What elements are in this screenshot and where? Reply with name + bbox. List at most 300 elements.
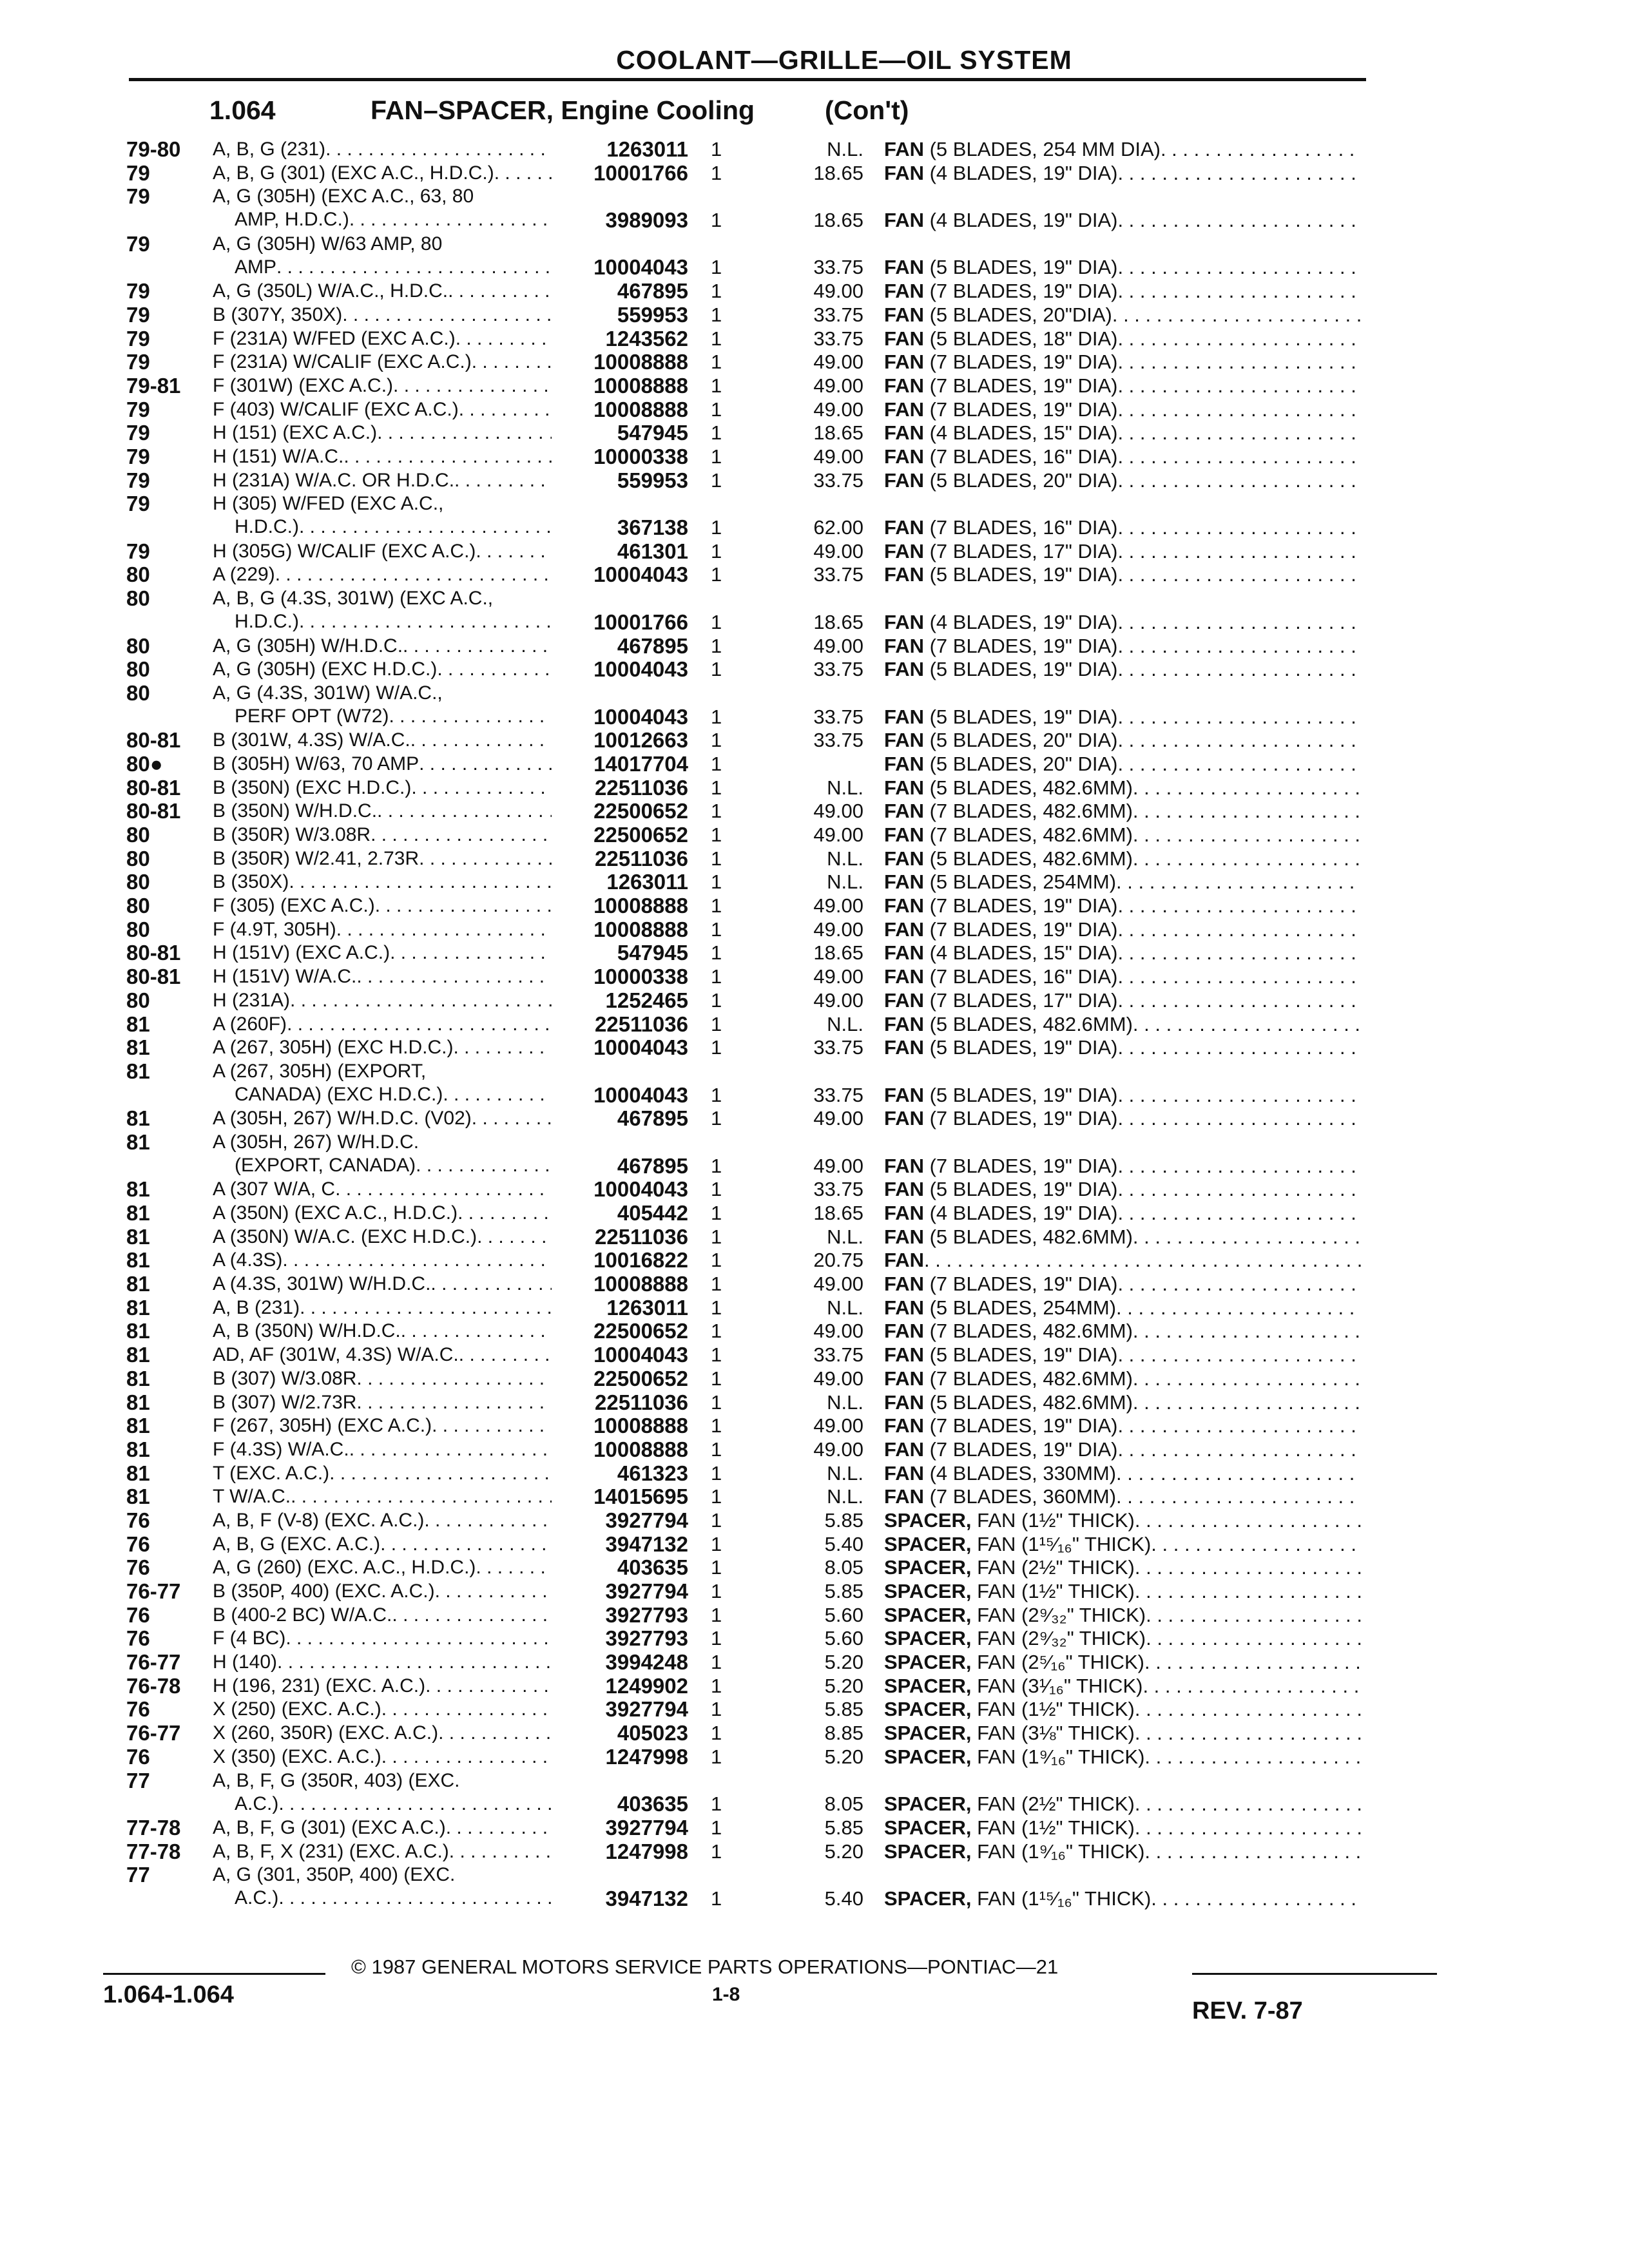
description-detail: FAN (1½" THICK) — [971, 1580, 1135, 1603]
application-line: H (305G) W/CALIF (EXC A.C.) — [213, 540, 476, 562]
description-item: SPACER, — [884, 1840, 972, 1863]
model-year: 81 — [126, 1295, 150, 1320]
description-item: FAN — [884, 256, 924, 279]
description — [884, 1509, 1361, 1532]
model-year: 79-80 — [126, 137, 181, 161]
description — [884, 540, 1361, 563]
page-footer — [103, 1956, 1392, 2046]
dot-leader — [1117, 540, 1361, 563]
description — [884, 1391, 1361, 1414]
application-line: A (267, 305H) (EXPORT, — [213, 1060, 427, 1082]
price: 49.00 — [813, 1273, 863, 1296]
table-row — [0, 351, 1629, 374]
dot-leader — [1117, 256, 1361, 279]
quantity: 1 — [711, 1083, 722, 1106]
price: 49.00 — [813, 351, 863, 374]
model-year: 76 — [126, 1555, 150, 1580]
description-detail: FAN (1½" THICK) — [971, 1816, 1135, 1839]
application — [213, 398, 552, 421]
dot-leader — [1133, 1367, 1361, 1390]
application-line: A, B (231) — [213, 1296, 300, 1318]
price: N.L. — [827, 138, 863, 160]
model-year: 76-77 — [126, 1579, 181, 1604]
application — [213, 1202, 552, 1225]
price: N.L. — [827, 1296, 863, 1319]
description-item: FAN — [884, 351, 924, 374]
dot-leader — [375, 894, 552, 918]
dot-leader — [290, 989, 552, 1012]
model-year: 79 — [126, 326, 150, 351]
application-line: A, G (350L) W/A.C., H.D.C. — [213, 280, 448, 302]
table-row — [0, 1485, 1629, 1509]
description — [884, 1627, 1361, 1650]
price: 8.85 — [824, 1722, 863, 1745]
price: 49.00 — [813, 374, 863, 397]
description-item: FAN — [884, 658, 924, 681]
application-line: F (4 BC) — [213, 1628, 286, 1649]
model-year: 80-81 — [126, 965, 181, 989]
dot-leader — [1117, 941, 1361, 965]
part-number: 14015695 — [593, 1485, 688, 1509]
dot-leader — [390, 941, 552, 965]
part-number: 10012663 — [593, 728, 688, 753]
description-detail: (5 BLADES, 19" DIA) — [924, 1343, 1118, 1367]
description-item: FAN — [884, 729, 924, 752]
model-year: 81 — [126, 1390, 150, 1414]
description — [884, 1816, 1361, 1840]
part-number: 1263011 — [606, 137, 688, 161]
description-item: SPACER, — [884, 1816, 972, 1839]
dot-leader — [1117, 327, 1361, 351]
dot-leader — [1117, 563, 1361, 586]
application — [213, 1438, 552, 1461]
dot-leader — [1161, 138, 1361, 161]
description — [884, 635, 1361, 658]
dot-leader — [392, 1604, 552, 1627]
price: 5.20 — [824, 1651, 863, 1674]
dot-leader — [1117, 729, 1361, 752]
quantity: 1 — [711, 327, 722, 350]
application-line: A (267, 305H) (EXC H.D.C.) — [213, 1037, 454, 1059]
application-line: F (403) W/CALIF (EXC A.C.) — [213, 398, 459, 420]
table-row — [0, 1107, 1629, 1131]
model-year: 79 — [126, 302, 150, 327]
quantity: 1 — [711, 1556, 722, 1579]
description — [884, 611, 1361, 634]
dot-leader — [1117, 658, 1361, 681]
application — [213, 965, 552, 988]
part-number: 10004043 — [593, 1035, 688, 1060]
price: 5.40 — [824, 1532, 863, 1555]
model-year: 79-81 — [126, 373, 181, 398]
description-detail: (7 BLADES, 16" DIA) — [924, 965, 1118, 988]
description-item: FAN — [884, 138, 924, 160]
model-year: 79 — [126, 160, 150, 185]
page-header — [129, 45, 1366, 81]
application-line: A, B, G (301) (EXC A.C., H.D.C.) — [213, 162, 494, 184]
quantity: 1 — [711, 421, 722, 445]
quantity: 1 — [711, 776, 722, 799]
quantity: 1 — [711, 1414, 722, 1437]
description — [884, 1533, 1361, 1556]
dot-leader — [371, 823, 552, 847]
quantity: 1 — [711, 280, 722, 303]
description-detail: (7 BLADES, 19" DIA) — [924, 918, 1118, 941]
model-year: 76-78 — [126, 1673, 181, 1698]
dot-leader — [356, 1367, 552, 1390]
table-row — [0, 682, 1629, 729]
model-year: 79 — [126, 421, 150, 445]
table-row — [0, 1722, 1629, 1745]
table-row — [0, 1320, 1629, 1343]
application — [213, 327, 552, 351]
description — [884, 445, 1361, 468]
application-line: H.D.C.) — [235, 611, 299, 633]
part-number: 10004043 — [593, 1343, 688, 1367]
dot-leader — [1117, 635, 1361, 658]
application-line: X (260, 350R) (EXC. A.C.) — [213, 1722, 439, 1744]
part-number: 559953 — [617, 468, 688, 492]
dot-leader — [1135, 1580, 1361, 1603]
quantity: 1 — [711, 1816, 722, 1839]
application — [213, 1343, 552, 1367]
dot-leader — [924, 1249, 1361, 1272]
quantity: 1 — [711, 445, 722, 468]
price: N.L. — [827, 1225, 863, 1248]
price: 49.00 — [813, 894, 863, 918]
part-number: 3947132 — [605, 1532, 688, 1556]
quantity: 1 — [711, 1320, 722, 1343]
dot-leader — [410, 729, 552, 752]
dot-leader — [349, 208, 552, 231]
price: 33.75 — [813, 1343, 863, 1367]
application — [213, 1107, 552, 1130]
description-item: FAN — [884, 421, 924, 445]
table-row — [0, 1225, 1629, 1249]
application-line: H (140) — [213, 1651, 278, 1673]
description — [884, 1343, 1361, 1367]
application-line: B (307Y, 350X) — [213, 303, 343, 325]
application-line: A (350N) (EXC A.C., H.D.C.) — [213, 1202, 458, 1224]
model-year: 81 — [126, 1106, 150, 1131]
part-number: 22511036 — [594, 775, 688, 800]
application-line: B (350X) — [213, 871, 289, 893]
model-year: 80 — [126, 562, 150, 587]
model-year: 77-78 — [126, 1815, 181, 1840]
table-row — [0, 1060, 1629, 1107]
page-title: COOLANT—GRILLE—OIL SYSTEM — [616, 45, 1072, 75]
application-line: A (350N) W/A.C. (EXC H.D.C.) — [213, 1225, 477, 1247]
application-line: T W/A.C. — [213, 1486, 291, 1508]
dot-leader — [325, 138, 552, 161]
description — [884, 374, 1361, 398]
part-number: 10004043 — [593, 255, 688, 280]
application-line: A.C.) — [235, 1887, 279, 1909]
dot-leader — [1117, 1084, 1361, 1107]
application — [213, 1225, 552, 1249]
part-number: 1263011 — [606, 870, 688, 894]
application — [213, 1840, 552, 1863]
description-detail: (7 BLADES, 17" DIA) — [924, 539, 1118, 562]
description-detail: FAN (1⁹⁄₁₆" THICK) — [971, 1745, 1145, 1768]
dot-leader — [380, 1533, 552, 1556]
description-detail: (7 BLADES, 482.6MM) — [924, 823, 1133, 847]
price: 8.05 — [824, 1792, 863, 1816]
quantity: 1 — [711, 1225, 722, 1248]
part-number: 10008888 — [593, 1272, 688, 1296]
application-line: A.C.) — [235, 1792, 279, 1814]
application — [213, 1675, 552, 1698]
description — [884, 1249, 1361, 1272]
quantity: 1 — [711, 1437, 722, 1461]
application — [213, 800, 552, 823]
quantity: 1 — [711, 398, 722, 421]
description-item: FAN — [884, 1414, 924, 1437]
dot-leader — [1117, 162, 1361, 185]
description — [884, 1084, 1361, 1107]
description — [884, 729, 1361, 752]
price: 49.00 — [813, 634, 863, 657]
price: N.L. — [827, 1012, 863, 1035]
dot-leader — [424, 1509, 552, 1532]
table-row — [0, 162, 1629, 186]
part-number: 10008888 — [593, 917, 688, 941]
dot-leader — [432, 1414, 552, 1437]
table-row — [0, 635, 1629, 658]
description — [884, 1438, 1361, 1461]
price: 33.75 — [813, 563, 863, 586]
table-row — [0, 800, 1629, 823]
application-line: AD, AF (301W, 4.3S) W/A.C. — [213, 1344, 459, 1366]
dot-leader — [425, 1675, 552, 1698]
description-item: FAN — [884, 988, 924, 1012]
revision-date: REV. 7-87 — [1192, 1997, 1303, 2024]
dot-leader — [1142, 1675, 1361, 1698]
model-year: 81 — [126, 1201, 150, 1225]
model-year: 81 — [126, 1224, 150, 1249]
model-year: 80● — [126, 751, 163, 776]
section-range: 1.064-1.064 — [103, 1981, 234, 2008]
description-detail: (7 BLADES, 19" DIA) — [924, 1437, 1118, 1461]
table-row — [0, 1604, 1629, 1628]
description — [884, 327, 1361, 351]
model-year: 79 — [126, 492, 150, 516]
application — [213, 1651, 552, 1674]
table-row — [0, 398, 1629, 422]
part-number: 10004043 — [593, 657, 688, 682]
description — [884, 918, 1361, 941]
description — [884, 209, 1361, 232]
quantity: 1 — [711, 1036, 722, 1059]
description — [884, 1651, 1361, 1674]
table-row — [0, 1036, 1629, 1060]
application — [213, 1509, 552, 1532]
application-line: AMP — [235, 256, 277, 278]
description-item: FAN — [884, 918, 924, 941]
price: 49.00 — [813, 1320, 863, 1343]
section-code: 1.064 — [209, 95, 276, 125]
description-item: FAN — [884, 374, 924, 397]
description-detail: (5 BLADES, 18" DIA) — [924, 327, 1118, 350]
price: N.L. — [827, 1485, 863, 1508]
dot-leader — [1146, 1627, 1361, 1650]
description-detail: (4 BLADES, 330MM) — [924, 1461, 1117, 1485]
quantity: 1 — [711, 800, 722, 823]
description — [884, 706, 1361, 729]
application-line: H.D.C.) — [235, 516, 299, 538]
quantity: 1 — [711, 658, 722, 681]
quantity: 1 — [711, 468, 722, 492]
description-item: FAN — [884, 800, 924, 823]
dot-leader — [472, 351, 552, 374]
dot-leader — [278, 1792, 552, 1816]
price: 49.00 — [813, 398, 863, 421]
table-row — [0, 1249, 1629, 1273]
table-row — [0, 1556, 1629, 1580]
dot-leader — [416, 1154, 552, 1177]
application — [213, 540, 552, 563]
application — [213, 1273, 552, 1296]
description-detail: FAN (2½" THICK) — [971, 1792, 1135, 1816]
application-line: H (151) (EXC A.C.) — [213, 422, 378, 444]
application — [213, 1462, 552, 1485]
application-line: A, G (301, 350P, 400) (EXC. — [213, 1864, 456, 1886]
description — [884, 1675, 1361, 1698]
dot-leader — [1135, 1722, 1361, 1745]
table-row — [0, 1391, 1629, 1415]
dot-leader — [289, 870, 552, 894]
price: 5.60 — [824, 1603, 863, 1626]
dot-leader — [459, 398, 552, 421]
part-number: 3989093 — [605, 208, 688, 233]
price: 18.65 — [813, 941, 863, 965]
application-line: B (400-2 BC) W/A.C. — [213, 1604, 392, 1626]
price: 5.40 — [824, 1887, 863, 1910]
description — [884, 421, 1361, 445]
description-detail: FAN (3⅛" THICK) — [971, 1722, 1135, 1745]
table-row — [0, 1627, 1629, 1651]
model-year: 80 — [126, 586, 150, 611]
part-number: 10008888 — [593, 397, 688, 421]
part-number: 547945 — [617, 421, 688, 445]
description-detail: (5 BLADES, 254 MM DIA) — [924, 138, 1161, 160]
description-item: FAN — [884, 327, 924, 350]
part-number: 14017704 — [593, 751, 688, 776]
application-line: A (4.3S) — [213, 1249, 283, 1271]
part-number: 3927794 — [605, 1579, 688, 1604]
quantity: 1 — [711, 303, 722, 326]
description — [884, 563, 1361, 586]
application — [213, 138, 552, 161]
application — [213, 894, 552, 918]
dot-leader — [1151, 1533, 1361, 1556]
table-row — [0, 753, 1629, 776]
application — [213, 1604, 552, 1627]
description — [884, 941, 1361, 965]
application-line: B (350R) W/2.41, 2.73R — [213, 847, 419, 869]
quantity: 1 — [711, 1012, 722, 1035]
quantity: 1 — [711, 1745, 722, 1768]
dot-leader — [1117, 1273, 1361, 1296]
model-year: 76 — [126, 1697, 150, 1722]
description — [884, 398, 1361, 421]
price: 33.75 — [813, 1036, 863, 1059]
quantity: 1 — [711, 1698, 722, 1721]
description-detail: (7 BLADES, 360MM) — [924, 1485, 1117, 1508]
application-line: PERF OPT (W72) — [235, 705, 389, 727]
description-item: FAN — [884, 870, 924, 894]
application — [213, 1698, 552, 1721]
dot-leader — [278, 1887, 552, 1910]
application — [213, 847, 552, 870]
dot-leader — [299, 610, 552, 633]
description — [884, 1178, 1361, 1201]
dot-leader — [476, 1556, 552, 1579]
description — [884, 162, 1361, 185]
table-row — [0, 303, 1629, 327]
dot-leader — [1117, 706, 1361, 729]
application — [213, 185, 552, 231]
description-detail: (7 BLADES, 17" DIA) — [924, 988, 1118, 1012]
application — [213, 682, 552, 728]
price: 5.20 — [824, 1674, 863, 1697]
dot-leader — [1133, 1320, 1361, 1343]
quantity: 1 — [711, 634, 722, 657]
price: 18.65 — [813, 161, 863, 184]
quantity: 1 — [711, 847, 722, 870]
description-item: FAN — [884, 303, 924, 326]
part-number: 22511036 — [594, 846, 688, 870]
model-year: 77 — [126, 1768, 150, 1792]
quantity: 1 — [711, 374, 722, 397]
application-line: F (4.9T, 305H) — [213, 918, 336, 940]
part-number: 467895 — [617, 633, 688, 658]
application — [213, 1745, 552, 1769]
description — [884, 1296, 1361, 1320]
description — [884, 658, 1361, 681]
description — [884, 1722, 1361, 1745]
dot-leader — [449, 1840, 552, 1863]
quantity: 1 — [711, 516, 722, 539]
application-line: F (305) (EXC A.C.) — [213, 895, 375, 917]
part-number: 10016822 — [593, 1248, 688, 1273]
price: 33.75 — [813, 468, 863, 492]
description-detail: (4 BLADES, 19" DIA) — [924, 209, 1118, 232]
table-row — [0, 823, 1629, 847]
model-year: 80-81 — [126, 941, 181, 965]
model-year: 79 — [126, 350, 150, 374]
dot-leader — [1135, 1792, 1361, 1816]
description-detail: (5 BLADES, 482.6MM) — [924, 1390, 1133, 1414]
table-row — [0, 1202, 1629, 1225]
quantity: 1 — [711, 1178, 722, 1201]
part-number: 1263011 — [606, 1295, 688, 1320]
description-detail: FAN (1½" THICK) — [971, 1508, 1135, 1532]
price: 49.00 — [813, 1367, 863, 1390]
part-number: 22511036 — [594, 1224, 688, 1249]
description — [884, 1604, 1361, 1627]
dot-leader — [419, 753, 552, 776]
model-year: 80 — [126, 680, 150, 705]
part-number: 22511036 — [594, 1390, 688, 1414]
part-number: 405442 — [617, 1201, 688, 1225]
price: 33.75 — [813, 256, 863, 279]
description-item: FAN — [884, 1225, 924, 1248]
description-detail: FAN (1¹⁵⁄₁₆" THICK) — [971, 1887, 1152, 1910]
model-year: 81 — [126, 1248, 150, 1273]
price: 5.20 — [824, 1745, 863, 1768]
application-line: B (307) W/2.73R — [213, 1391, 357, 1413]
